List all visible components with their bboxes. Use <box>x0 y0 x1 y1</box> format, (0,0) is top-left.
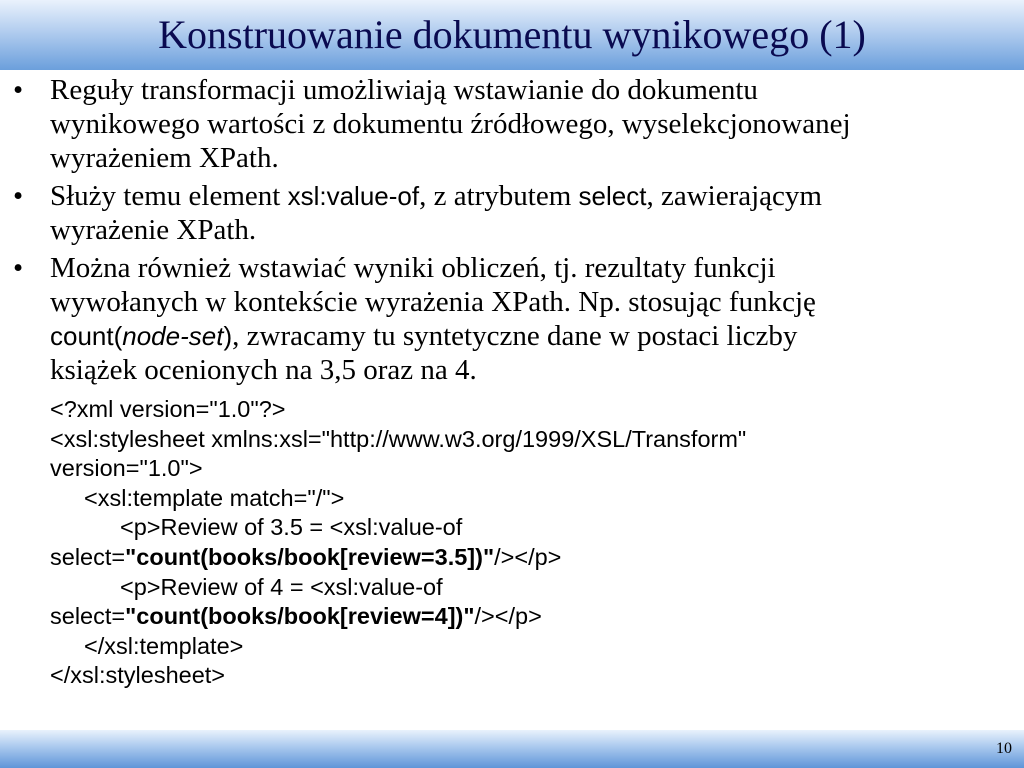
code-bold-expression: "count(books/book[review=3.5])" <box>125 543 495 570</box>
code-line <box>50 602 1010 632</box>
bullet-line <box>50 319 1000 353</box>
bullet-marker: • <box>13 74 24 106</box>
code-line: </xsl:template> <box>84 632 244 659</box>
title-bar <box>0 0 1024 70</box>
code-line: <p>Review of 3.5 = <xsl:value-of <box>120 514 463 541</box>
code-text: /></p> <box>474 603 542 630</box>
code-line: <xsl:template match="/"> <box>84 484 345 511</box>
code-term: ) <box>223 321 233 351</box>
bullet-line: wywołanych w kontekście wyrażenia XPath. Np. stosując funkcję <box>50 286 816 318</box>
page-number: 10 <box>996 740 1012 757</box>
slide-content <box>0 70 1024 730</box>
code-line: version="1.0"> <box>50 455 203 482</box>
slide-title: Konstruowanie dokumentu wynikowego (1) <box>158 12 866 57</box>
code-bold-expression: "count(books/book[review=4])" <box>125 603 475 630</box>
bullet-text: Służy temu element <box>50 180 288 212</box>
code-text: select= <box>50 603 126 630</box>
code-line: <p>Review of 4 = <xsl:value-of <box>120 573 443 600</box>
bullet-item <box>13 73 1000 175</box>
bullet-text: , zwracamy tu syntetyczne dane w postaci liczby <box>232 320 798 352</box>
bullet-item <box>13 251 1000 387</box>
footer-bar <box>0 730 1024 768</box>
code-line: </xsl:stylesheet> <box>50 662 226 689</box>
bullet-item <box>13 179 1000 247</box>
bullet-marker: • <box>13 180 24 212</box>
code-text: /></p> <box>494 543 562 570</box>
code-term: xsl:value-of <box>287 181 420 211</box>
xslt-code-block <box>50 395 1010 691</box>
code-term: count( <box>50 321 123 351</box>
bullet-text: , zawierającym <box>646 180 822 212</box>
code-line <box>50 543 1010 573</box>
code-term-italic: node-set <box>122 321 224 351</box>
bullet-line: wyrażeniem XPath. <box>50 142 279 174</box>
bullet-line: wynikowego wartości z dokumentu źródłowego, wyselekcjonowanej <box>50 108 851 140</box>
bullet-line: książek ocenionych na 3,5 oraz na 4. <box>50 354 477 386</box>
code-line: <?xml version="1.0"?> <box>50 396 286 422</box>
bullet-marker: • <box>13 252 24 284</box>
bullet-line: Reguły transformacji umożliwiają wstawianie do dokumentu <box>50 74 758 106</box>
bullet-line: wyrażenie XPath. <box>50 214 257 246</box>
code-line: <xsl:stylesheet xmlns:xsl="http://www.w3.org/1999/XSL/Transform" <box>50 425 747 452</box>
bullet-line: Można również wstawiać wyniki obliczeń, tj. rezultaty funkcji <box>50 252 776 284</box>
code-text: select= <box>50 543 126 570</box>
bullet-text: , z atrybutem <box>419 180 579 212</box>
bullet-line <box>50 179 1000 213</box>
code-term: select <box>578 181 647 211</box>
